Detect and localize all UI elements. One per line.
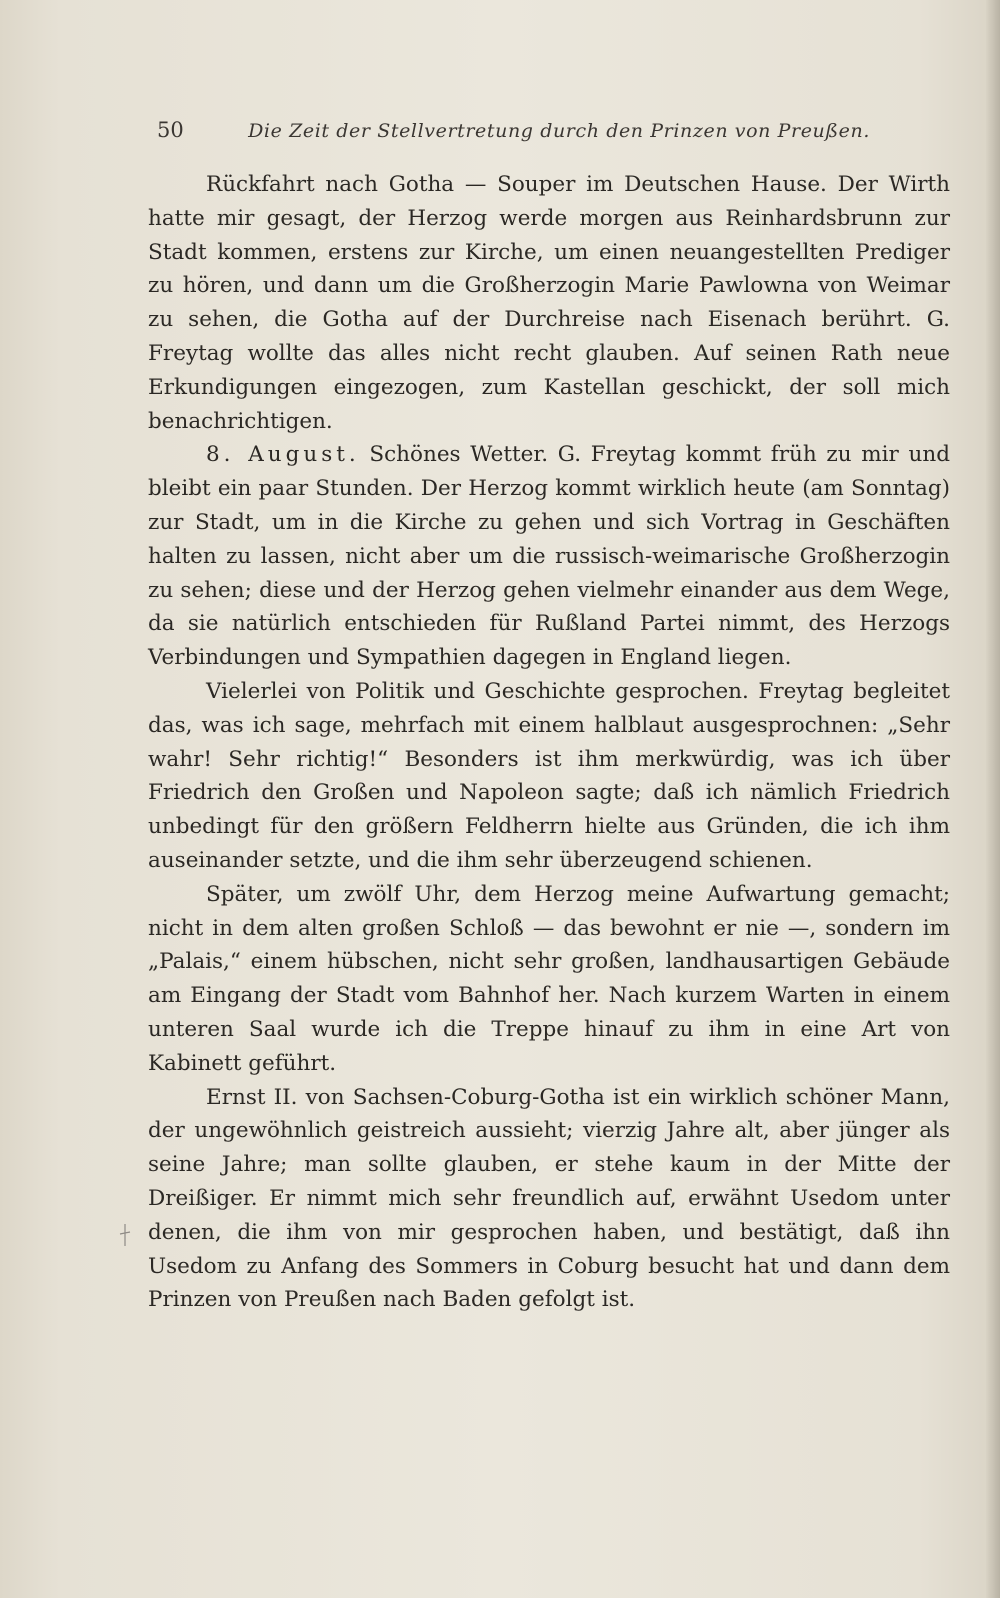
running-title: Die Zeit der Stellvertretung durch den Prinzen von Preußen. (248, 120, 870, 142)
date-heading: 8. August. (206, 442, 360, 468)
paragraph-august-8 (148, 438, 950, 675)
paragraph-august-8-text: Schönes Wetter. G. Freytag kommt früh zu mir und bleibt ein paar Stunden. Der Herzog kommt wirklich heute (am Sonntag) zur Stadt, um in die Kirche zu gehen und sich Vortrag in Geschäften halten zu lassen, nicht aber um die russisch-weimarische Großherzogin zu sehen; diese und der Herzog gehen vielmehr einander aus dem Wege, da sie natürlich entschieden für Rußland Partei nimmt, des Herzogs Verbindungen und Sympathien dagegen in England liegen. (148, 442, 950, 671)
paragraph-audience: Später, um zwölf Uhr, dem Herzog meine Aufwartung gemacht; nicht in dem alten großen Schloß — das bewohnt er nie —, sondern im „Palais,“ einem hübschen, nicht sehr großen, landhausartigen Gebäude am Eingang der Stadt vom Bahnhof her. Nach kurzem Warten in einem unteren Saal wurde ich die Treppe hinauf zu ihm in eine Art von Kabinett geführt. (148, 881, 950, 1076)
page-number: 50 (157, 118, 184, 142)
pencil-margin-mark (118, 1222, 132, 1248)
paragraph-politics: Vielerlei von Politik und Geschichte gesprochen. Freytag begleitet das, was ich sage, mehrfach mit einem halblaut ausgesprochnen: „Sehr wahr! Sehr richtig!“ Besonders ist ihm merkwürdig, was ich über Friedrich den Großen und Napoleon sagte; daß ich nämlich Friedrich unbedingt für den größern Feldherrn hielte aus Gründen, die ich ihm auseinander setzte, und die ihm sehr überzeugend schienen. (148, 678, 950, 873)
body-text (148, 168, 950, 1317)
paragraph-return-trip: Rückfahrt nach Gotha — Souper im Deutschen Hause. Der Wirth hatte mir gesagt, der Herzog werde morgen aus Reinhardsbrunn zur Stadt kommen, erstens zur Kirche, um einen neuangestellten Prediger zu hören, und dann um die Großherzogin Marie Pawlowna von Weimar zu sehen, die Gotha auf der Durchreise nach Eisenach berührt. G. Freytag wollte das alles nicht recht glauben. Auf seinen Rath neue Erkundigungen eingezogen, zum Kastellan geschickt, der soll mich benachrichtigen. (148, 172, 950, 434)
paragraph-ernst: Ernst II. von Sachsen-Coburg-Gotha ist ein wirklich schöner Mann, der ungewöhnlich geistreich aussieht; vierzig Jahre alt, aber jünger als seine Jahre; man sollte glauben, er stehe kaum in der Mitte der Dreißiger. Er nimmt mich sehr freundlich auf, erwähnt Usedom unter denen, die ihm von mir gesprochen haben, und bestätigt, daß ihn Usedom zu Anfang des Sommers in Coburg besucht hat und dann dem Prinzen von Preußen nach Baden gefolgt ist. (148, 1084, 950, 1313)
page-edge-shadow (986, 0, 1000, 1598)
running-header (157, 118, 870, 142)
